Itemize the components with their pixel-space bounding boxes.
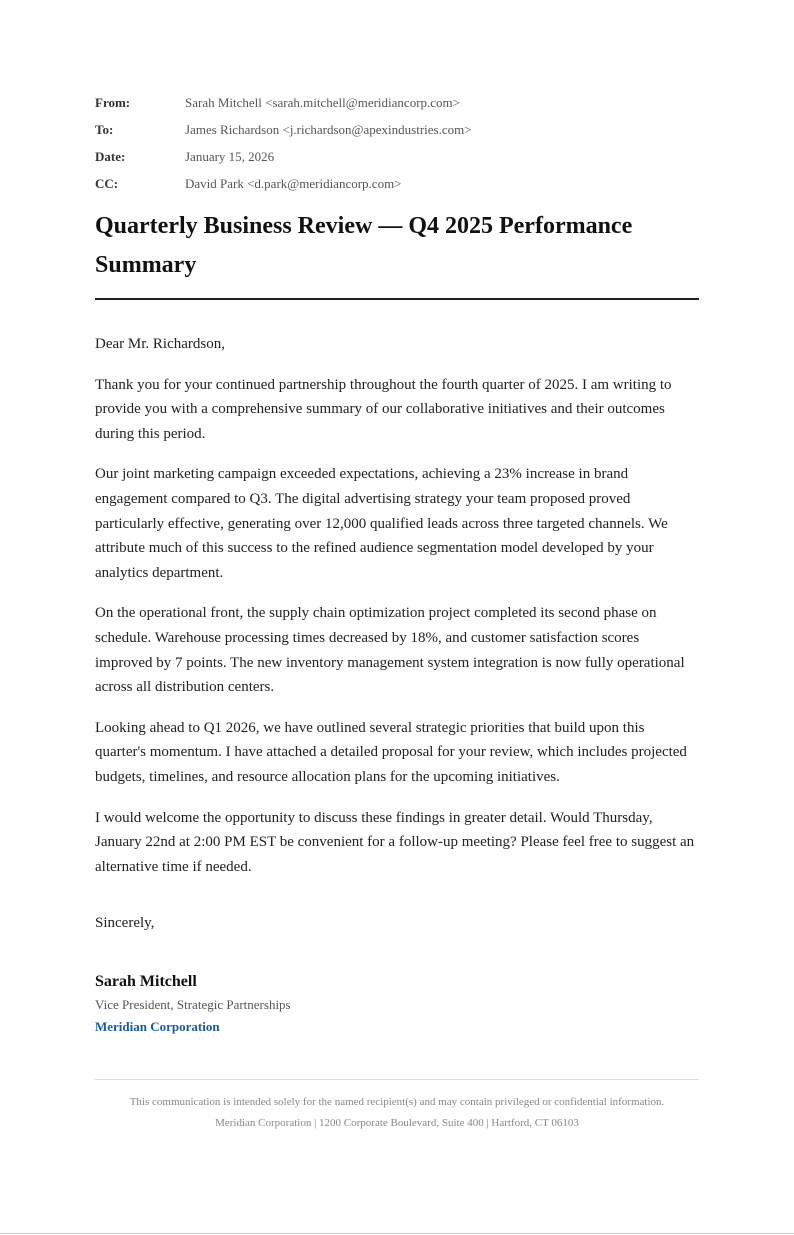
cc-value: David Park <d.park@meridiancorp.com> [185,176,402,191]
body-paragraph-2: Our joint marketing campaign exceeded expectations, achieving a 23% increase in brand engagement compared to Q3. The digital advertising strategy your team proposed proved particularly effective, generating over 12,000 qualified leads across three targeted channels. We attribute much of this success to the refined audience segmentation model developed by your analytics department. [95,466,668,581]
signature-name: Sarah Mitchell [95,973,197,991]
header-from-row [95,94,699,112]
from-label: From: [95,95,131,110]
footer [95,1079,699,1134]
header-cc-row [95,175,699,193]
letter [95,94,699,1134]
date-value: January 15, 2026 [185,149,275,164]
to-value: James Richardson <j.richardson@apexindustries.com> [185,122,472,137]
from-value: Sarah Mitchell <sarah.mitchell@meridiancorp.com> [185,95,460,110]
header-date-row [95,148,699,166]
to-label: To: [95,122,114,137]
body-paragraph-5: I would welcome the opportunity to discuss these findings in greater detail. Would Thursday, January 22nd at 2:00 PM EST be convenient for a follow-up meeting? Please feel free to suggest an alternative time if needed. [95,809,695,875]
signature-title: Vice President, Strategic Partnerships [95,997,291,1013]
signature-company: Meridian Corporation [95,1019,220,1035]
body-paragraph-1: Thank you for your continued partnership throughout the fourth quarter of 2025. I am writing to provide you with a comprehensive summary of our collaborative initiatives and their outcomes during this period. [95,376,672,442]
subject-heading: Quarterly Business Review — Q4 2025 Performance Summary [95,207,699,300]
header-to-row [95,121,699,139]
cc-label: CC: [95,176,119,191]
letter-body [95,332,699,879]
body-paragraph-3: On the operational front, the supply chain optimization project completed its second phase on schedule. Warehouse processing times decreased by 18%, and customer satisfaction scores improved by 7 points. The new inventory management system integration is now fully operational across all distribution centers. [95,605,685,696]
body-paragraph-4: Looking ahead to Q1 2026, we have outlined several strategic priorities that build upon this quarter's momentum. I have attached a detailed proposal for your review, which includes projected budgets, timelines, and resource allocation plans for the upcoming initiatives. [95,719,687,785]
signature-block [95,972,699,1036]
closing: Sincerely, [95,915,155,932]
footer-disclaimer: This communication is intended solely for the named recipient(s) and may contain privileged or confidential information. [129,1096,665,1109]
footer-address: Meridian Corporation | 1200 Corporate Boulevard, Suite 400 | Hartford, CT 06103 [215,1117,579,1130]
page-bottom-divider [0,1233,794,1234]
date-label: Date: [95,149,126,164]
salutation: Dear Mr. Richardson, [95,336,225,352]
email-header [95,94,699,193]
